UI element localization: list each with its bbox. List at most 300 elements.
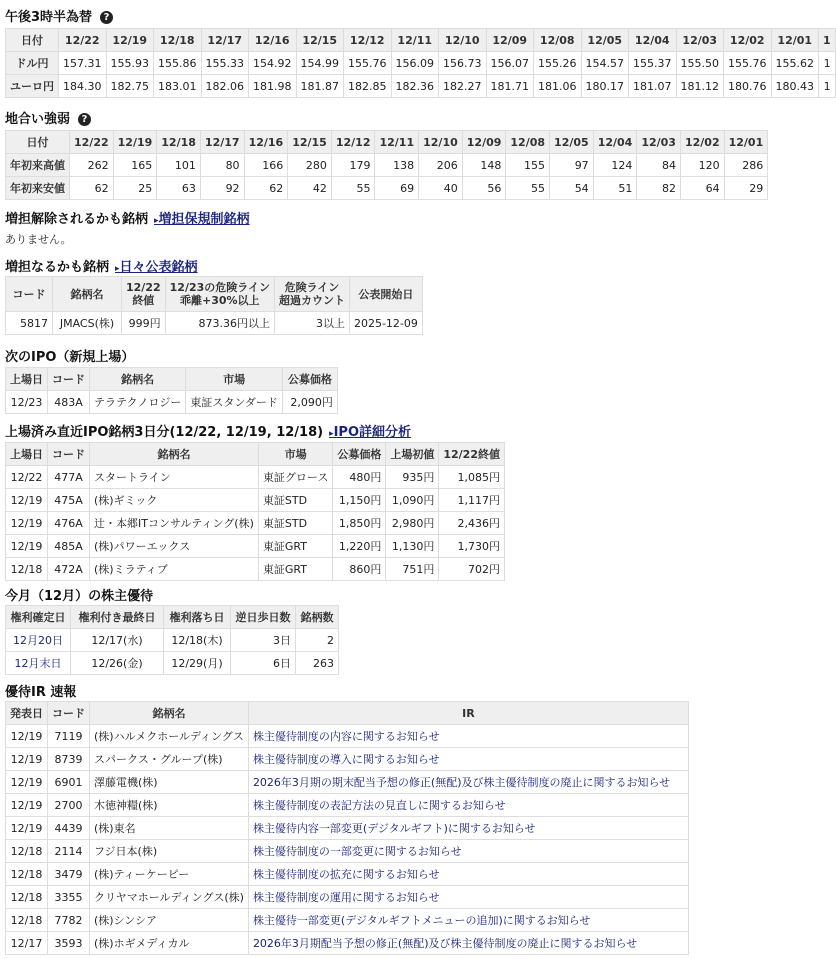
col-code: コード — [48, 368, 90, 391]
cell-market — [258, 535, 332, 558]
col-date: 1 — [819, 29, 836, 52]
cell-price-text: 2,090円 — [290, 396, 333, 409]
cell-name-text: テラテクノロジー — [94, 396, 182, 409]
cell-start — [349, 312, 422, 335]
table-row — [6, 886, 689, 909]
cell-price-text: 1,220円 — [338, 540, 382, 553]
cell-close-text: 1,730円 — [457, 540, 500, 553]
cell-value: 84 — [637, 154, 681, 177]
cell-danger-text: 873.36円以上 — [198, 317, 270, 330]
cell-date-text: 12/19 — [10, 516, 43, 530]
col-count: 銘柄数 — [296, 606, 339, 629]
margin-regulation-link-label: 増担保規制銘柄 — [158, 212, 250, 227]
col-date: 12/01 — [724, 131, 768, 154]
col-date: 12/18 — [157, 131, 201, 154]
cell-date — [6, 466, 48, 489]
col-date: 12/17 — [201, 29, 249, 52]
col-close: 12/22終値 — [439, 443, 505, 466]
col-danger: 12/23の危険ライン 乖離+30%以上 — [165, 277, 274, 312]
cell-value: 120 — [680, 154, 724, 177]
cell-date-text: 12/19 — [10, 821, 43, 835]
cell-value: 138 — [375, 154, 419, 177]
cell-name — [90, 840, 249, 863]
cell-value: 97 — [550, 154, 594, 177]
cell-close-text: 1,085円 — [457, 471, 500, 484]
cell-close-text: 1,117円 — [457, 494, 500, 507]
cell-days — [231, 652, 296, 675]
col-date: 12/22 — [70, 131, 114, 154]
triangle-right-icon: ▸ — [329, 429, 334, 439]
cell-value: 64 — [680, 177, 724, 200]
cell-market-text: 東証GRT — [262, 563, 307, 576]
col-days: 逆日歩日数 — [231, 606, 296, 629]
help-icon[interactable]: ? — [78, 113, 91, 126]
cell-initial — [386, 489, 439, 512]
cell-value: 155.86 — [154, 52, 202, 75]
cell-initial — [386, 466, 439, 489]
cell-code — [48, 932, 90, 955]
cell-code — [48, 512, 90, 535]
cell-date-text: 12/22 — [10, 470, 43, 484]
col-code: コード — [48, 702, 90, 725]
cell-code — [48, 725, 90, 748]
row-label: 年初来安値 — [6, 177, 70, 200]
cell-date — [6, 535, 48, 558]
cell-price — [333, 489, 386, 512]
cell-name — [90, 535, 259, 558]
cell-value: 155.26 — [534, 52, 582, 75]
cell-count-text: 263 — [313, 656, 334, 670]
cell-ir[interactable] — [248, 794, 688, 817]
cell-name-text: フジ日本(株) — [94, 845, 158, 858]
cell-last-text: 12/26(金) — [91, 657, 143, 670]
col-code: コード — [48, 443, 90, 466]
cell-code-text: 2700 — [54, 798, 83, 812]
col-date-label: 日付 — [6, 131, 70, 154]
col-date: 12/16 — [249, 29, 297, 52]
table-row — [6, 558, 505, 581]
cell-value: 62 — [244, 177, 288, 200]
cell-name — [90, 771, 249, 794]
table-row — [6, 863, 689, 886]
cell-market-text: 東証スタンダード — [190, 396, 278, 409]
cell-close — [439, 535, 505, 558]
cell-value: 286 — [724, 154, 768, 177]
cell-value: 155.33 — [201, 52, 249, 75]
cell-value: 180.43 — [771, 75, 819, 98]
cell-ir[interactable] — [248, 748, 688, 771]
cell-value: 181.71 — [486, 75, 534, 98]
col-date: 12/15 — [296, 29, 344, 52]
cell-value: 124 — [593, 154, 637, 177]
table-row — [6, 489, 505, 512]
cell-value: 154.57 — [581, 52, 629, 75]
ir-section-title — [5, 681, 76, 700]
cell-code-text: 3479 — [54, 867, 83, 881]
col-date: 12/10 — [419, 131, 463, 154]
col-date: 12/11 — [375, 131, 419, 154]
cell-code-text: 485A — [54, 539, 83, 553]
cell-market-text: 東証グロース — [262, 471, 329, 484]
cell-date-text: 12/17 — [10, 936, 43, 950]
cell-count — [296, 629, 339, 652]
col-date: 12/05 — [550, 131, 594, 154]
cell-code — [48, 840, 90, 863]
col-date: 12/12 — [344, 29, 392, 52]
cell-close — [122, 312, 166, 335]
cell-name-text: 辻・本郷ITコンサルティング(株) — [94, 517, 254, 530]
cell-value: 51 — [593, 177, 637, 200]
table-row — [6, 75, 836, 98]
cell-date — [6, 558, 48, 581]
cell-value: 156.73 — [439, 52, 487, 75]
cell-date — [6, 932, 48, 955]
col-name: 銘柄名 — [53, 277, 122, 312]
cell-code — [48, 863, 90, 886]
cell-initial-text: 1,130円 — [391, 540, 435, 553]
table-row — [6, 177, 768, 200]
cell-fix-text[interactable]: 12月20日 — [13, 634, 63, 647]
cell-start-text: 2025-12-09 — [353, 316, 418, 330]
cell-value: 181.12 — [676, 75, 724, 98]
cell-name-text: 木徳神糧(株) — [94, 799, 158, 812]
col-date: 12/03 — [676, 29, 724, 52]
col-name: 銘柄名 — [90, 368, 186, 391]
cell-value: 55 — [506, 177, 550, 200]
cell-code-text: 3355 — [54, 890, 83, 904]
cell-value: 157.31 — [59, 52, 107, 75]
cell-name-text: (株)シンシア — [94, 914, 158, 927]
cell-count — [296, 652, 339, 675]
cell-value: 182.27 — [439, 75, 487, 98]
yutai-table — [5, 605, 339, 675]
table-row — [6, 909, 689, 932]
table-row — [6, 817, 689, 840]
cell-code — [48, 886, 90, 909]
cell-market — [258, 558, 332, 581]
cell-name — [90, 725, 249, 748]
ir-table — [5, 701, 689, 955]
cell-price-text: 1,850円 — [338, 517, 382, 530]
table-row — [6, 932, 689, 955]
cell-value: 69 — [375, 177, 419, 200]
cell-market-text: 東証GRT — [262, 540, 307, 553]
cell-name — [90, 932, 249, 955]
cell-close — [439, 512, 505, 535]
col-date: 12/16 — [244, 131, 288, 154]
next-ipo-table — [5, 367, 338, 414]
col-last: 権利付き最終日 — [71, 606, 164, 629]
cell-date — [6, 725, 48, 748]
cell-value: 80 — [200, 154, 244, 177]
col-date: 12/04 — [593, 131, 637, 154]
ipo-analysis-link-label: IPO詳細分析 — [333, 425, 412, 440]
fx-table — [5, 28, 836, 98]
cell-value: 154.99 — [296, 52, 344, 75]
cell-count — [274, 312, 349, 335]
cell-value: 182.06 — [201, 75, 249, 98]
row-label: 年初来高値 — [6, 154, 70, 177]
cell-ir[interactable] — [248, 932, 688, 955]
cell-value: 280 — [288, 154, 332, 177]
table-row — [6, 466, 505, 489]
cell-code-text: 476A — [54, 516, 83, 530]
col-date: 12/12 — [331, 131, 375, 154]
cell-ex-text: 12/29(月) — [171, 657, 223, 670]
margin-release-title: 増担解除されるかも銘柄 — [5, 212, 149, 227]
cell-date-text: 12/19 — [10, 493, 43, 507]
table-row — [6, 652, 339, 675]
cell-code — [48, 909, 90, 932]
cell-value: 180.17 — [581, 75, 629, 98]
cell-name-text: (株)東名 — [94, 822, 136, 835]
yutai-title: 今月（12月）の株主優待 — [5, 589, 154, 604]
cell-price-text: 480円 — [349, 471, 382, 484]
margin-release-section-title — [5, 208, 250, 227]
table-row — [6, 794, 689, 817]
cell-ex-text: 12/18(木) — [171, 634, 223, 647]
cell-code-text: 2114 — [54, 844, 83, 858]
cell-value: 1 — [819, 75, 836, 98]
margin-release-message: ありません。 — [5, 233, 72, 246]
cell-ir[interactable] — [248, 886, 688, 909]
col-price: 公募価格 — [282, 368, 337, 391]
cell-initial-text: 751円 — [402, 563, 435, 576]
cell-date-text: 12/19 — [10, 798, 43, 812]
cell-value: 165 — [113, 154, 157, 177]
cell-date-text: 12/18 — [10, 890, 43, 904]
col-date: 12/22 — [59, 29, 107, 52]
cell-value: 155.76 — [724, 52, 772, 75]
col-date: 12/17 — [200, 131, 244, 154]
table-row — [6, 748, 689, 771]
cell-value: 29 — [724, 177, 768, 200]
cell-value: 156.09 — [391, 52, 439, 75]
cell-last-text: 12/17(水) — [91, 634, 143, 647]
cell-ex — [164, 629, 231, 652]
cell-name — [90, 558, 259, 581]
cell-last — [71, 629, 164, 652]
cell-market — [258, 512, 332, 535]
cell-ir[interactable] — [248, 817, 688, 840]
cell-name-text: (株)ホギメディカル — [94, 937, 190, 950]
col-date: 12/05 — [581, 29, 629, 52]
cell-value: 92 — [200, 177, 244, 200]
cell-date-text: 12/18 — [10, 562, 43, 576]
table-row — [6, 52, 836, 75]
cell-code — [48, 489, 90, 512]
cell-value: 180.76 — [724, 75, 772, 98]
cell-last — [71, 652, 164, 675]
cell-name — [90, 909, 249, 932]
cell-ir-text[interactable]: 株主優待一部変更(デジタルギフトメニューの追加)に関するお知らせ — [252, 914, 591, 927]
cell-value: 155.76 — [344, 52, 392, 75]
cell-code-text: 4439 — [54, 821, 83, 835]
cell-danger — [165, 312, 274, 335]
strength-title: 地合い強弱 — [5, 112, 71, 127]
cell-code — [48, 817, 90, 840]
cell-date — [6, 863, 48, 886]
cell-ex — [164, 652, 231, 675]
cell-name — [90, 391, 186, 414]
col-code: コード — [6, 277, 53, 312]
cell-value: 56 — [462, 177, 506, 200]
cell-market — [186, 391, 283, 414]
ir-title: 優待IR 速報 — [5, 685, 77, 700]
cell-price — [333, 512, 386, 535]
cell-name-text: (株)ティーケーピー — [94, 868, 190, 881]
cell-price-text: 1,150円 — [338, 494, 382, 507]
cell-date — [6, 512, 48, 535]
cell-close-text: 999円 — [128, 317, 161, 330]
col-date: 12/02 — [724, 29, 772, 52]
col-market: 市場 — [258, 443, 332, 466]
cell-ir[interactable] — [248, 840, 688, 863]
cell-code-text: 472A — [54, 562, 83, 576]
table-row — [6, 535, 505, 558]
cell-value: 82 — [637, 177, 681, 200]
cell-code — [48, 748, 90, 771]
cell-ir[interactable] — [248, 909, 688, 932]
cell-ir-text[interactable]: 株主優待制度の内容に関するお知らせ — [252, 730, 440, 743]
cell-date — [6, 748, 48, 771]
daily-published-link[interactable] — [115, 260, 198, 275]
cell-fix-text[interactable]: 12月末日 — [14, 657, 62, 670]
cell-ir-text[interactable]: 株主優待制度の導入に関するお知らせ — [252, 753, 440, 766]
cell-name-text: スパークス・グループ(株) — [94, 753, 223, 766]
cell-code — [48, 771, 90, 794]
cell-value: 155.93 — [106, 52, 154, 75]
cell-value: 183.01 — [154, 75, 202, 98]
fx-title: 午後3時半為替 — [5, 10, 93, 25]
strength-table — [5, 130, 768, 200]
cell-value: 181.98 — [249, 75, 297, 98]
cell-code-text: 477A — [54, 470, 83, 484]
cell-close-text: 2,436円 — [457, 517, 500, 530]
cell-initial — [386, 512, 439, 535]
cell-name — [90, 748, 249, 771]
cell-value: 156.07 — [486, 52, 534, 75]
margin-regulation-link[interactable] — [154, 212, 250, 227]
cell-ir-text[interactable]: 2026年3月期の期末配当予想の修正(無配)及び株主優待制度の廃止に関するお知らせ — [252, 776, 671, 789]
cell-value: 154.92 — [249, 52, 297, 75]
cell-value: 148 — [462, 154, 506, 177]
cell-value: 166 — [244, 154, 288, 177]
cell-date — [6, 909, 48, 932]
ipo-analysis-link[interactable] — [329, 425, 411, 440]
cell-code-text: 6901 — [54, 775, 83, 789]
cell-ir[interactable] — [248, 725, 688, 748]
cell-code-text: 7119 — [54, 729, 83, 743]
cell-date-text: 12/18 — [10, 867, 43, 881]
cell-value: 54 — [550, 177, 594, 200]
cell-value: 155.50 — [676, 52, 724, 75]
cell-ir-text[interactable]: 株主優待内容一部変更(デジタルギフト)に関するお知らせ — [252, 822, 536, 835]
col-date: 12/02 — [680, 131, 724, 154]
cell-date — [6, 840, 48, 863]
fx-section-title — [5, 6, 113, 25]
cell-value: 181.87 — [296, 75, 344, 98]
table-row — [6, 629, 339, 652]
cell-name-text: (株)パワーエックス — [94, 540, 191, 553]
col-date: 12/03 — [637, 131, 681, 154]
cell-value: 155 — [506, 154, 550, 177]
cell-days-text: 6日 — [273, 657, 291, 670]
cell-value: 184.30 — [59, 75, 107, 98]
col-ir: IR — [248, 702, 688, 725]
cell-value: 182.36 — [391, 75, 439, 98]
cell-price — [333, 466, 386, 489]
fx-table-wrap — [5, 28, 831, 98]
col-date: 12/18 — [154, 29, 202, 52]
cell-close — [439, 489, 505, 512]
cell-name — [90, 817, 249, 840]
cell-ir-text[interactable]: 2026年3月期配当予想の修正(無配)及び株主優待制度の廃止に関するお知らせ — [252, 937, 638, 950]
col-fix: 権利確定日 — [6, 606, 71, 629]
help-icon[interactable]: ? — [100, 11, 113, 24]
table-row — [6, 725, 689, 748]
cell-ir-text[interactable]: 株主優待制度の表記方法の見直しに関するお知らせ — [252, 799, 506, 812]
cell-name-text: (株)ギミック — [94, 494, 158, 507]
cell-name-text: クリヤマホールディングス(株) — [94, 891, 244, 904]
col-date: 12/11 — [391, 29, 439, 52]
col-date: 上場日 — [6, 368, 48, 391]
cell-code — [48, 558, 90, 581]
cell-name-text: (株)ハルメクホールディングス — [94, 730, 244, 743]
cell-initial-text: 935円 — [402, 471, 435, 484]
row-label: ユーロ円 — [6, 75, 59, 98]
col-date-label: 日付 — [6, 29, 59, 52]
cell-value: 55 — [331, 177, 375, 200]
recent-ipo-table — [5, 442, 505, 581]
cell-close-text: 702円 — [468, 563, 500, 576]
cell-date — [6, 794, 48, 817]
margin-add-title: 増担なるかも銘柄 — [5, 260, 110, 275]
margin-add-table — [5, 276, 423, 335]
cell-initial — [386, 558, 439, 581]
cell-fix[interactable] — [6, 629, 71, 652]
table-row — [6, 840, 689, 863]
cell-value: 182.85 — [344, 75, 392, 98]
recent-ipo-section-title — [5, 421, 411, 440]
cell-date — [6, 489, 48, 512]
cell-value: 25 — [113, 177, 157, 200]
cell-value: 1 — [819, 52, 836, 75]
table-row — [6, 312, 423, 335]
cell-ir-text[interactable]: 株主優待制度の一部変更に関するお知らせ — [252, 845, 462, 858]
cell-date-text: 12/19 — [10, 752, 43, 766]
cell-name — [90, 863, 249, 886]
cell-date — [6, 817, 48, 840]
cell-ir-text[interactable]: 株主優待制度の拡充に関するお知らせ — [252, 868, 440, 881]
table-row — [6, 771, 689, 794]
cell-ir-text[interactable]: 株主優待制度の運用に関するお知らせ — [252, 891, 440, 904]
cell-code — [6, 312, 53, 335]
cell-count-text: 2 — [327, 633, 334, 647]
col-date: 12/10 — [439, 29, 487, 52]
cell-value: 62 — [70, 177, 114, 200]
cell-ir[interactable] — [248, 863, 688, 886]
cell-name-text: スタートライン — [94, 471, 171, 484]
cell-code — [48, 466, 90, 489]
cell-fix[interactable] — [6, 652, 71, 675]
cell-value: 206 — [419, 154, 463, 177]
cell-ir[interactable] — [248, 771, 688, 794]
cell-code-text: 5817 — [20, 316, 48, 330]
col-date: 12/09 — [462, 131, 506, 154]
cell-date-text: 12/18 — [10, 913, 43, 927]
cell-price — [282, 391, 337, 414]
